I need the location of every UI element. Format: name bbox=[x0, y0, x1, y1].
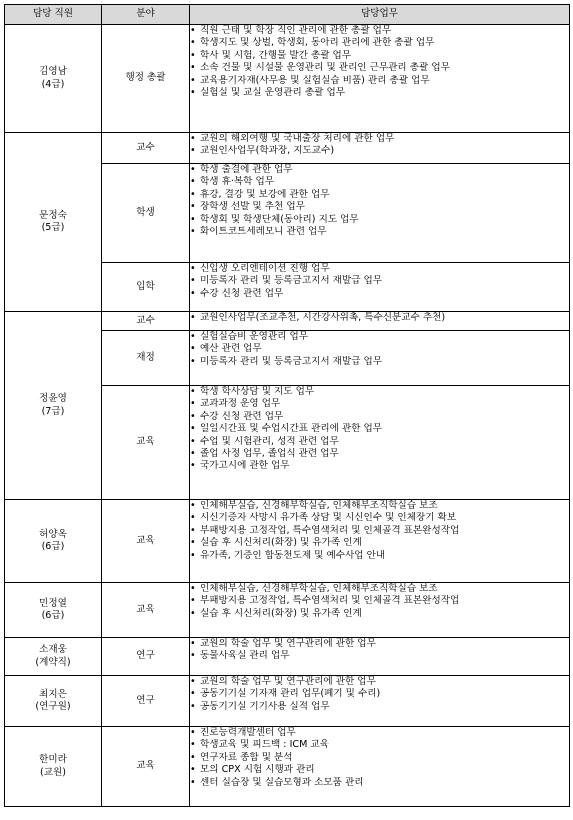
duties-cell bbox=[190, 331, 570, 386]
duties-cell bbox=[190, 386, 570, 500]
staff-cell bbox=[5, 727, 102, 807]
staff-rank: (계약직) bbox=[35, 656, 71, 668]
table-row bbox=[5, 727, 570, 807]
duty-item: • 학생 학사상담 및 지도 업무 bbox=[190, 386, 569, 398]
staff-name: 한미라 bbox=[39, 754, 67, 766]
duty-item: • 교과과정 운영 업무 bbox=[190, 398, 569, 410]
duty-item: • 교원인사업무(학과장, 지도교수) bbox=[190, 145, 569, 157]
duty-list bbox=[190, 386, 569, 473]
duties-cell bbox=[190, 164, 570, 263]
duty-item: • 공동기기실 기자재 관리 업무(폐기 및 수리) bbox=[190, 688, 569, 700]
duty-item: • 유가족, 기증인 합동천도제 및 예수사업 안내 bbox=[190, 550, 569, 562]
duty-item: • 실험실 및 교실 운영관리 총괄 업무 bbox=[190, 87, 569, 99]
field-cell: 입학 bbox=[102, 263, 190, 312]
header-staff: 담당 직원 bbox=[5, 5, 102, 25]
field-cell: 교수 bbox=[102, 312, 190, 331]
duty-list bbox=[190, 331, 569, 368]
duty-item: • 수강 신청 관련 업무 bbox=[190, 411, 569, 423]
duty-item: • 진로능력개발센터 업무 bbox=[190, 727, 569, 739]
staff-rank: (6급) bbox=[41, 610, 65, 621]
duty-list bbox=[190, 164, 569, 238]
staff-cell bbox=[5, 638, 102, 676]
staff-cell bbox=[5, 676, 102, 727]
field-cell: 재정 bbox=[102, 331, 190, 386]
duty-item: • 교원의 해외여행 및 국내출장 처리에 관한 업무 bbox=[190, 133, 569, 145]
duty-item: • 학생교육 및 피드백 : ICM 교육 bbox=[190, 739, 569, 751]
duty-item: • 연구자료 종합 및 분석 bbox=[190, 752, 569, 764]
duties-cell bbox=[190, 133, 570, 164]
staff-rank: (연구원) bbox=[35, 701, 71, 712]
staff-name: 민정열 bbox=[39, 597, 67, 609]
duty-item: • 인체해부실습, 신경해부학실습, 인체해부조직학실습 보조 bbox=[190, 500, 569, 512]
duty-item: • 교육용기자재(사무용 및 실험실습 비품) 관리 총괄 업무 bbox=[190, 75, 569, 87]
table-row bbox=[5, 676, 570, 727]
duty-item: • 실험실습비 운영관리 업무 bbox=[190, 331, 569, 343]
duties-cell bbox=[190, 676, 570, 727]
duty-list bbox=[190, 500, 569, 562]
staff-name: 최지은 bbox=[39, 688, 67, 700]
duties-cell bbox=[190, 638, 570, 676]
duties-cell bbox=[190, 727, 570, 807]
duty-item: • 소속 건물 및 시설물 운영관리 및 관리인 근무관리 총괄 업무 bbox=[190, 62, 569, 74]
duty-item: • 미등록자 관리 및 등록금고지서 재발급 업무 bbox=[190, 275, 569, 287]
duties-cell bbox=[190, 583, 570, 638]
duty-item: • 실습 후 시신처리(화장) 및 유가족 인계 bbox=[190, 537, 569, 549]
staff-cell bbox=[5, 500, 102, 583]
staff-rank: (교원) bbox=[39, 766, 67, 778]
table-row bbox=[5, 583, 570, 638]
duty-item: • 수강 신청 관련 업무 bbox=[190, 288, 569, 300]
duty-list bbox=[190, 727, 569, 789]
staff-name: 문정숙 bbox=[39, 209, 67, 221]
staff-cell bbox=[5, 133, 102, 312]
duty-item: • 화이트코트세레모니 관련 업무 bbox=[190, 226, 569, 238]
duty-item: • 학생지도 및 상벌, 학생회, 동아리 관리에 관한 총괄 업무 bbox=[190, 37, 569, 49]
staff-name: 소재웅 bbox=[39, 644, 67, 656]
table-row bbox=[5, 638, 570, 676]
duty-item: • 교원인사업무(조교추천, 시간강사위촉, 특수신분교수 추천) bbox=[190, 312, 569, 324]
duty-list bbox=[190, 312, 569, 324]
duties-cell bbox=[190, 263, 570, 312]
duty-item: • 부패방지용 고정작업, 특수염색처리 및 인체골격 표본완성작업 bbox=[190, 525, 569, 537]
duty-item: • 시신기증자 사망시 유가족 상담 및 시신인수 및 인체장기 확보 bbox=[190, 512, 569, 524]
duty-assignment-table bbox=[4, 4, 570, 807]
header-field: 분야 bbox=[102, 5, 190, 25]
field-cell: 연구 bbox=[102, 638, 190, 676]
table-body bbox=[5, 25, 570, 807]
duty-item: • 인체해부실습, 신경해부학실습, 인체해부조직학실습 보조 bbox=[190, 583, 569, 595]
staff-rank: (6급) bbox=[41, 541, 65, 552]
duty-item: • 신입생 오리엔테이션 진행 업무 bbox=[190, 263, 569, 275]
field-cell: 교육 bbox=[102, 500, 190, 583]
staff-rank: (5급) bbox=[41, 222, 65, 233]
duty-item: • 센터 실습장 및 실습모형과 소모품 관리 bbox=[190, 777, 569, 789]
staff-cell bbox=[5, 583, 102, 638]
staff-name: 정윤영 bbox=[39, 393, 67, 405]
duty-item: • 예산 관련 업무 bbox=[190, 343, 569, 355]
duty-list bbox=[190, 638, 569, 663]
duty-item: • 교원의 학술 업무 및 연구관리에 관한 업무 bbox=[190, 676, 569, 688]
field-cell: 연구 bbox=[102, 676, 190, 727]
table-row bbox=[5, 25, 570, 133]
duty-item: • 장학생 선발 및 추천 업무 bbox=[190, 201, 569, 213]
duty-item: • 교원의 학술 업무 및 연구관리에 관한 업무 bbox=[190, 638, 569, 650]
duty-item: • 부패방지용 고정작업, 특수염색처리 및 인체골격 표본완성작업 bbox=[190, 595, 569, 607]
duty-item: • 졸업 사정 업무, 졸업식 관련 업무 bbox=[190, 448, 569, 460]
staff-rank: (4급) bbox=[41, 78, 65, 90]
header-duties: 담당업무 bbox=[190, 5, 570, 25]
duty-item: • 국가고시에 관한 업무 bbox=[190, 460, 569, 472]
duty-item: • 수업 및 시험관리, 성적 관련 업무 bbox=[190, 436, 569, 448]
field-cell: 행정 총괄 bbox=[102, 25, 190, 133]
table-row bbox=[5, 312, 570, 331]
duty-item: • 학생 휴·복학 업무 bbox=[190, 176, 569, 188]
duty-item: • 일일시간표 및 수업시간표 관리에 관한 업무 bbox=[190, 423, 569, 435]
duty-item: • 학사 및 시험, 간행물 발간 총괄 업무 bbox=[190, 50, 569, 62]
duty-list bbox=[190, 25, 569, 99]
duties-cell bbox=[190, 500, 570, 583]
table-row bbox=[5, 133, 570, 164]
header-row bbox=[5, 5, 570, 25]
field-cell: 교수 bbox=[102, 133, 190, 164]
staff-cell bbox=[5, 25, 102, 133]
duties-cell bbox=[190, 25, 570, 133]
staff-cell bbox=[5, 312, 102, 500]
duty-list bbox=[190, 133, 569, 158]
duty-item: • 학생 출결에 관한 업무 bbox=[190, 164, 569, 176]
field-cell: 교육 bbox=[102, 386, 190, 500]
duty-item: • 공동기기실 기기사용 실적 업무 bbox=[190, 701, 569, 713]
duty-item: • 모의 CPX 시험 시행과 관리 bbox=[190, 764, 569, 776]
duty-item: • 휴강, 결강 및 보강에 관한 업무 bbox=[190, 189, 569, 201]
duty-list bbox=[190, 263, 569, 300]
duty-item: • 미등록자 관리 및 등록금고지서 재발급 업무 bbox=[190, 356, 569, 368]
staff-name: 허양옥 bbox=[39, 528, 67, 540]
staff-rank: (7급) bbox=[41, 405, 65, 417]
duty-item: • 직원 근태 및 학장 직인 관리에 관한 총괄 업무 bbox=[190, 25, 569, 37]
duty-item: • 실습 후 시신처리(화장) 및 유가족 인계 bbox=[190, 608, 569, 620]
duty-list bbox=[190, 676, 569, 713]
duties-cell bbox=[190, 312, 570, 331]
field-cell: 교육 bbox=[102, 727, 190, 807]
field-cell: 학생 bbox=[102, 164, 190, 263]
duty-list bbox=[190, 583, 569, 620]
field-cell: 교육 bbox=[102, 583, 190, 638]
duty-item: • 동물사육실 관리 업무 bbox=[190, 650, 569, 662]
table-row bbox=[5, 500, 570, 583]
duty-item: • 학생회 및 학생단체(동아리) 지도 업무 bbox=[190, 214, 569, 226]
staff-name: 김영남 bbox=[39, 66, 67, 78]
